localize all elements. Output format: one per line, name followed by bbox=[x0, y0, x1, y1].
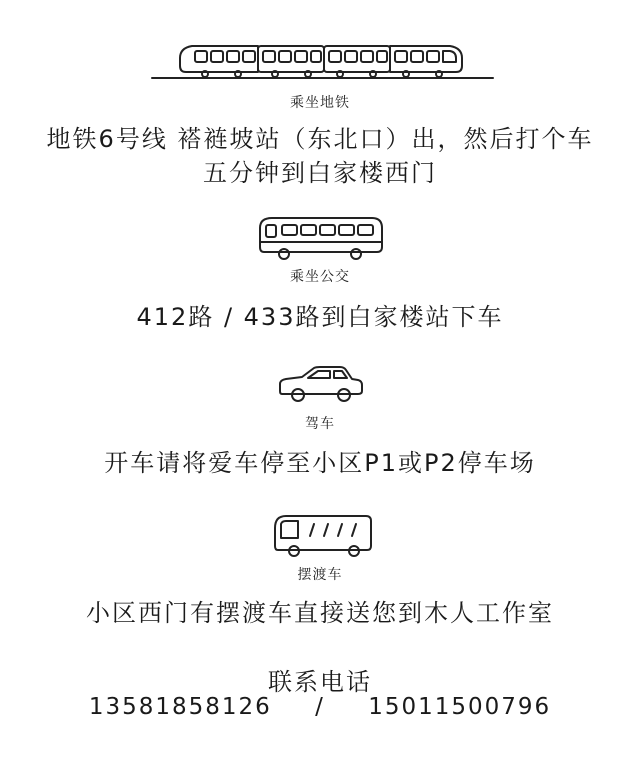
metro-directions-line1: 地铁6号线 褡裢坡站（东北口）出，然后打个车 bbox=[46, 125, 594, 153]
metro-train-icon bbox=[150, 40, 495, 86]
car-label: 驾车 bbox=[305, 416, 335, 432]
phone-number-2: 15011500796 bbox=[368, 694, 552, 720]
bus-directions: 412路 / 433路到白家楼站下车 bbox=[136, 303, 504, 331]
phone-number-1: 13581858126 bbox=[88, 694, 272, 720]
contact-phones bbox=[0, 694, 640, 720]
metro-directions-line2: 五分钟到白家楼西门 bbox=[203, 159, 437, 187]
bus-icon bbox=[256, 214, 386, 264]
bus-label: 乘坐公交 bbox=[290, 269, 350, 285]
shuttle-bus-icon bbox=[272, 512, 374, 560]
shuttle-label: 摆渡车 bbox=[297, 567, 343, 583]
metro-label: 乘坐地铁 bbox=[290, 95, 350, 111]
contact-title: 联系电话 bbox=[268, 668, 372, 696]
shuttle-directions: 小区西门有摆渡车直接送您到木人工作室 bbox=[86, 599, 554, 627]
car-icon bbox=[278, 364, 364, 406]
car-directions: 开车请将爱车停至小区P1或P2停车场 bbox=[104, 449, 536, 477]
phone-separator: / bbox=[315, 694, 325, 720]
